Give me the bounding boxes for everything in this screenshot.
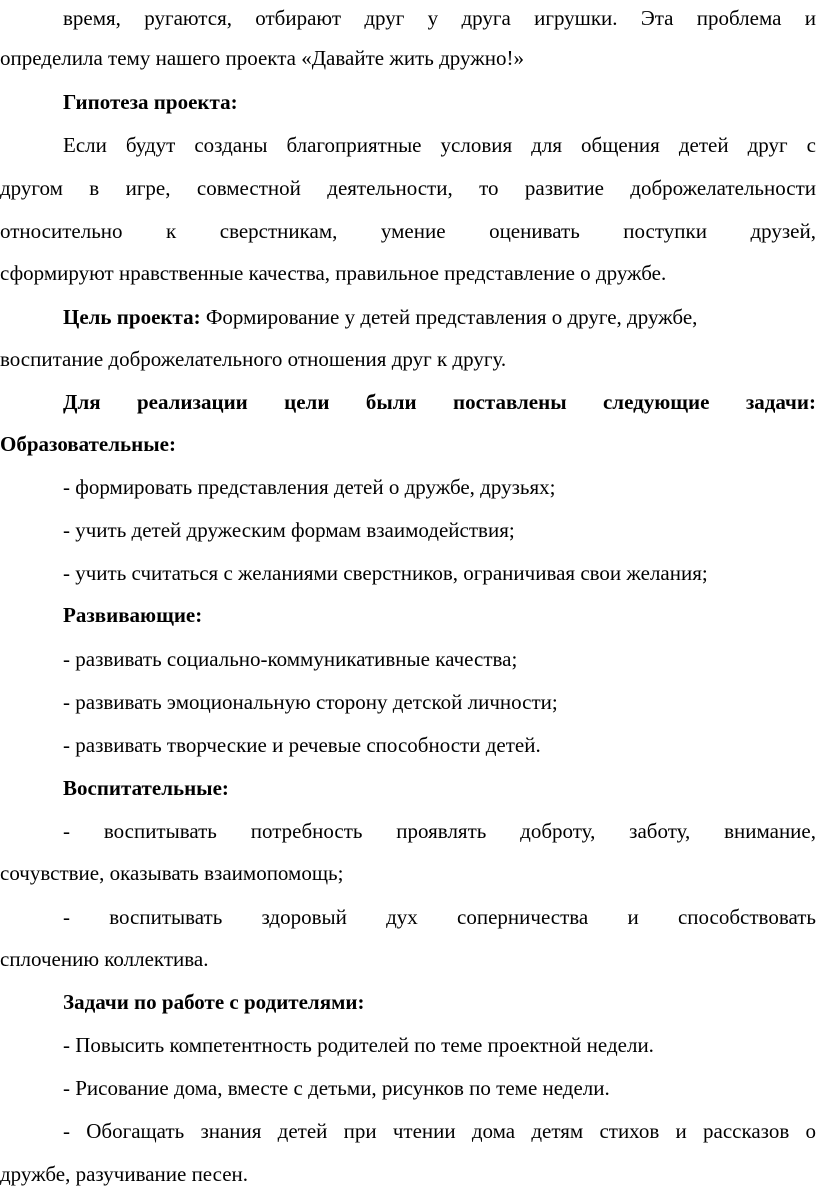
text-line: время, ругаются, отбирают друг у друга игрушки. Эта проблема и [63,6,816,30]
list-item: - учить считаться с желаниями сверстников, ограничивая свои желания; [63,561,708,585]
list-item: - учить детей дружеским формам взаимодействия; [63,518,515,542]
goal-label: Цель проекта: [63,305,201,329]
text-line: относительно к сверстникам, умение оценивать поступки друзей, [0,219,816,243]
tasks-heading: Для реализации цели были поставлены следующие задачи: [63,390,816,414]
list-item: - формировать представления детей о дружбе, друзьях; [63,475,556,499]
educational-heading: Образовательные: [0,432,176,456]
developing-heading: Развивающие: [63,603,203,627]
list-item: - воспитывать потребность проявлять доброту, заботу, внимание, [63,819,816,843]
list-item: - Повысить компетентность родителей по теме проектной недели. [63,1033,654,1057]
list-item: - Обогащать знания детей при чтении дома детям стихов и рассказов о [63,1119,816,1143]
goal-line [0,297,816,337]
text-line: Если будут созданы благоприятные условия для общения детей друг с [63,133,816,157]
list-item: - Рисование дома, вместе с детьми, рисунков по теме недели. [63,1076,610,1100]
parents-heading: Задачи по работе с родителями: [63,990,365,1014]
text-line: сочувствие, оказывать взаимопомощь; [0,861,344,885]
list-item: - развивать эмоциональную сторону детской личности; [63,690,558,714]
hypothesis-heading: Гипотеза проекта: [63,90,238,114]
text-line: сформируют нравственные качества, правильное представление о дружбе. [0,261,667,285]
text-line: сплочению коллектива. [0,947,209,971]
upbringing-heading: Воспитательные: [63,776,229,800]
text-line: другом в игре, совместной деятельности, то развитие доброжелательности [0,176,816,200]
list-item: - развивать социально-коммуникативные качества; [63,647,518,671]
list-item: - развивать творческие и речевые способности детей. [63,733,541,757]
text-line: дружбе, разучивание песен. [0,1162,249,1186]
list-item: - воспитывать здоровый дух соперничества и способствовать [63,905,816,929]
text-line: определила тему нашего проекта «Давайте жить дружно!» [0,46,524,70]
text-line: воспитание доброжелательного отношения друг к другу. [0,347,507,371]
goal-text: Формирование у детей представления о друге, дружбе, [200,305,698,329]
